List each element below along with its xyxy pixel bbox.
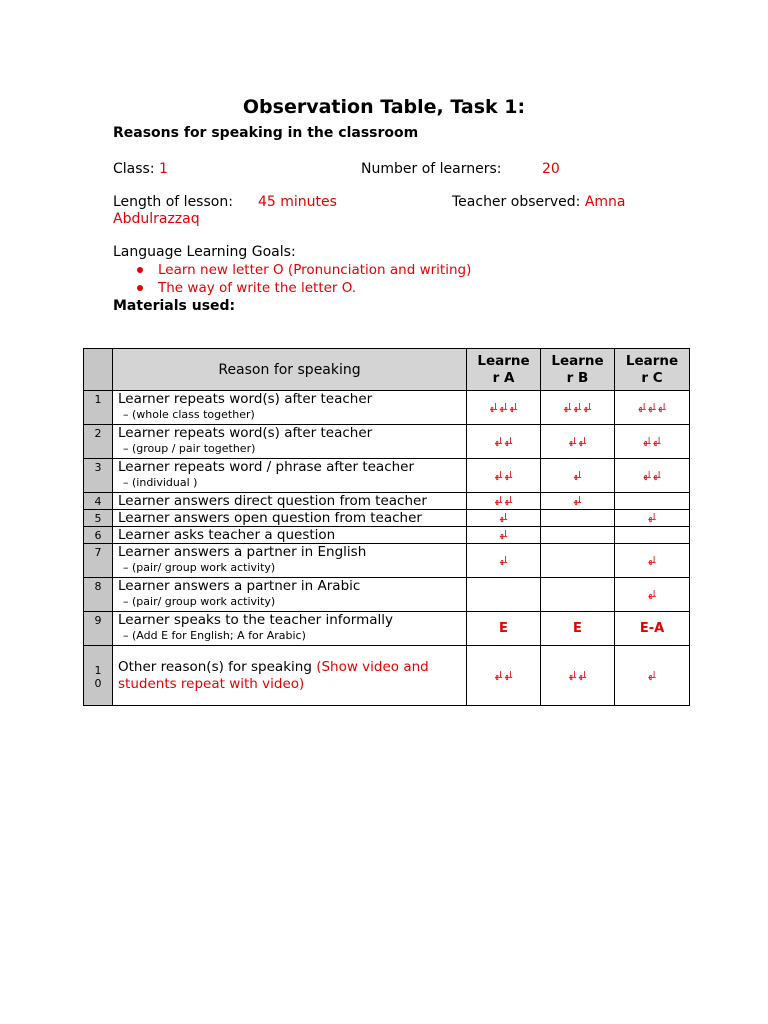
row-number: 1 0 (84, 646, 113, 706)
materials-label: Materials used: (113, 298, 236, 314)
goals-list (113, 261, 471, 297)
table-row (84, 646, 690, 706)
header-num-cell (84, 349, 113, 391)
row-learner-b: ﻠﻬ (541, 493, 615, 510)
goals-label: Language Learning Goals: (113, 244, 296, 260)
row-reason: Learner answers a partner in Arabic – (pair/ group work activity) (113, 578, 467, 612)
teacher-line (452, 194, 626, 210)
row-reason: Other reason(s) for speaking (Show video and students repeat with video) (113, 646, 467, 706)
row-learner-c (615, 527, 690, 544)
row-learner-b: ﻠﻬ ﻠﻬ (541, 646, 615, 706)
row-learner-b: ﻠﻬ (541, 459, 615, 493)
row-learner-b (541, 527, 615, 544)
row-learner-a: ﻠﻬ (467, 544, 541, 578)
table-row (84, 459, 690, 493)
row-learner-c: ﻠﻬ ﻠﻬ ﻠﻬ (615, 391, 690, 425)
teacher-value-second: Abdulrazzaq (113, 211, 200, 227)
table-row (84, 612, 690, 646)
row-learner-a: ﻠﻬ ﻠﻬ (467, 493, 541, 510)
row-reason: Learner repeats word(s) after teacher – (whole class together) (113, 391, 467, 425)
row-learner-a: E (467, 612, 541, 646)
row-learner-a (467, 578, 541, 612)
row-number: 3 (84, 459, 113, 493)
observation-table (83, 348, 690, 706)
table-row (84, 527, 690, 544)
table-row (84, 510, 690, 527)
table-row (84, 578, 690, 612)
teacher-value-first: Amna (584, 194, 626, 210)
row-learner-c: E-A (615, 612, 690, 646)
row-reason: Learner repeats word / phrase after teacher – (individual ) (113, 459, 467, 493)
row-reason: Learner asks teacher a question (113, 527, 467, 544)
class-label: Class: (113, 161, 155, 177)
row-learner-a: ﻠﻬ ﻠﻬ (467, 425, 541, 459)
header-learner-a: Learne r A (467, 349, 541, 391)
length-value: 45 minutes (258, 194, 337, 210)
page-subtitle: Reasons for speaking in the classroom (113, 125, 419, 141)
row-learner-b (541, 510, 615, 527)
row-learner-c (615, 493, 690, 510)
length-label: Length of lesson: (113, 194, 233, 210)
row-number: 9 (84, 612, 113, 646)
row-learner-c: ﻠﻬ (615, 510, 690, 527)
row-learner-c: ﻠﻬ ﻠﻬ (615, 459, 690, 493)
page-title: Observation Table, Task 1: (242, 96, 526, 118)
row-number: 5 (84, 510, 113, 527)
row-learner-a: ﻠﻬ ﻠﻬ ﻠﻬ (467, 391, 541, 425)
row-learner-b: E (541, 612, 615, 646)
header-learner-c: Learne r C (615, 349, 690, 391)
row-learner-c: ﻠﻬ (615, 578, 690, 612)
row-learner-c: ﻠﻬ (615, 544, 690, 578)
learners-label: Number of learners: (361, 161, 502, 177)
row-reason: Learner answers open question from teacher (113, 510, 467, 527)
row-number: 4 (84, 493, 113, 510)
learners-line (361, 161, 501, 177)
row-learner-b: ﻠﻬ ﻠﻬ ﻠﻬ (541, 391, 615, 425)
header-learner-b: Learne r B (541, 349, 615, 391)
header-reason: Reason for speaking (113, 349, 467, 391)
goal-item: Learn new letter O (Pronunciation and writing) (113, 261, 471, 279)
row-learner-a: ﻠﻬ (467, 527, 541, 544)
table-row (84, 391, 690, 425)
row-reason: Learner answers direct question from teacher (113, 493, 467, 510)
table-row (84, 425, 690, 459)
row-number: 1 (84, 391, 113, 425)
row-learner-c: ﻠﻬ (615, 646, 690, 706)
row-number: 6 (84, 527, 113, 544)
row-learner-a: ﻠﻬ (467, 510, 541, 527)
goal-item: The way of write the letter O. (113, 279, 471, 297)
class-value: 1 (159, 161, 168, 177)
row-reason: Learner answers a partner in English – (pair/ group work activity) (113, 544, 467, 578)
class-line (113, 161, 168, 177)
table-row (84, 544, 690, 578)
teacher-label: Teacher observed: (452, 194, 581, 210)
row-learner-c: ﻠﻬ ﻠﻬ (615, 425, 690, 459)
row-learner-b (541, 578, 615, 612)
length-line (113, 194, 233, 210)
table-header-row (84, 349, 690, 391)
row-learner-b: ﻠﻬ ﻠﻬ (541, 425, 615, 459)
row-reason: Learner repeats word(s) after teacher – (group / pair together) (113, 425, 467, 459)
row-number: 7 (84, 544, 113, 578)
row-reason: Learner speaks to the teacher informally – (Add E for English; A for Arabic) (113, 612, 467, 646)
row-number: 8 (84, 578, 113, 612)
row-learner-b (541, 544, 615, 578)
row-learner-a: ﻠﻬ ﻠﻬ (467, 459, 541, 493)
learners-value: 20 (542, 161, 560, 177)
table-row (84, 493, 690, 510)
row-number: 2 (84, 425, 113, 459)
row-learner-a: ﻠﻬ ﻠﻬ (467, 646, 541, 706)
